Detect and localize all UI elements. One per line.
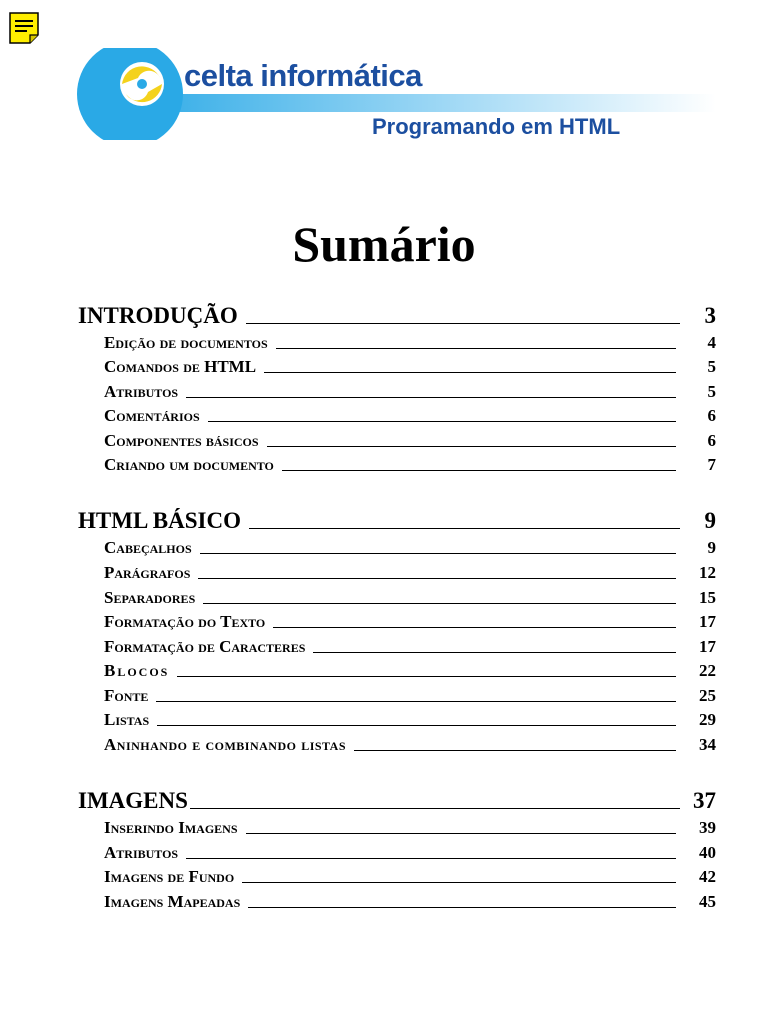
toc-page-number: 5: [707, 382, 716, 401]
dot-leader: [208, 421, 676, 422]
toc-page-number: 6: [707, 406, 716, 425]
toc-entry[interactable]: [104, 612, 716, 632]
toc-entry-label: Parágrafos: [104, 563, 191, 582]
toc-page-number: 7: [707, 455, 716, 474]
dot-leader: [354, 750, 676, 751]
dot-leader: [264, 372, 676, 373]
toc-page-number: 12: [699, 563, 716, 582]
dot-leader: [276, 348, 676, 349]
toc-page-number: 3: [704, 303, 716, 328]
toc-entry-label: Formatação do Texto: [104, 612, 266, 631]
toc-entry[interactable]: [104, 710, 716, 730]
toc-entry-label: Inserindo Imagens: [104, 818, 238, 837]
dot-leader: [242, 882, 676, 883]
dot-leader: [273, 627, 676, 628]
toc-page-number: 5: [707, 357, 716, 376]
toc-page-number: 45: [699, 892, 716, 911]
toc-entry-label: Atributos: [104, 382, 179, 401]
toc-entry[interactable]: [104, 843, 716, 863]
toc-entry[interactable]: [104, 563, 716, 583]
toc-entry[interactable]: [104, 661, 716, 681]
dot-leader: [267, 446, 676, 447]
toc-entry[interactable]: [104, 686, 716, 706]
note-icon[interactable]: [9, 12, 39, 44]
toc-entry-label: Aninhando e combinando listas: [104, 735, 346, 754]
toc-page-number: 4: [707, 333, 716, 352]
toc-entry[interactable]: [104, 538, 716, 558]
toc-entry-label: Separadores: [104, 588, 196, 607]
toc-entry[interactable]: [104, 357, 716, 377]
toc-page-number: 9: [707, 538, 716, 557]
toc-section-label: IMAGENS: [78, 788, 188, 813]
dot-leader: [246, 323, 680, 324]
toc-section[interactable]: [78, 303, 716, 329]
dot-leader: [190, 808, 680, 809]
toc-page-number: 39: [699, 818, 716, 837]
toc-page-number: 22: [699, 661, 716, 680]
brand-name: celta informática: [184, 58, 422, 93]
dot-leader: [198, 578, 676, 579]
toc-entry[interactable]: [104, 892, 716, 912]
toc-page-number: 17: [699, 637, 716, 656]
dot-leader: [157, 725, 676, 726]
toc-entry[interactable]: [104, 382, 716, 402]
toc-page-number: 15: [699, 588, 716, 607]
dot-leader: [186, 397, 676, 398]
page-title: Sumário: [292, 216, 476, 272]
toc-page-number: 42: [699, 867, 716, 886]
toc-entry-label: Imagens Mapeadas: [104, 892, 241, 911]
dot-leader: [313, 652, 676, 653]
toc-section[interactable]: [78, 788, 716, 814]
toc-page-number: 37: [693, 788, 716, 813]
dot-leader: [282, 470, 676, 471]
toc-entry[interactable]: [104, 867, 716, 887]
toc-page-number: 34: [699, 735, 716, 754]
toc-entry-label: Cabeçalhos: [104, 538, 192, 557]
dot-leader: [203, 603, 676, 604]
toc-entry[interactable]: [104, 735, 716, 755]
dot-leader: [200, 553, 676, 554]
toc-page-number: 40: [699, 843, 716, 862]
toc-section-label: INTRODUÇÃO: [78, 303, 238, 328]
toc-page-number: 6: [707, 431, 716, 450]
toc-entry-label: Criando um documento: [104, 455, 274, 474]
header-banner: [76, 48, 716, 140]
toc-entry[interactable]: [104, 588, 716, 608]
toc-entry-label: Comandos de HTML: [104, 357, 257, 376]
dot-leader: [246, 833, 677, 834]
toc-entry[interactable]: [104, 637, 716, 657]
toc-entry-label: Fonte: [104, 686, 149, 705]
toc-section[interactable]: [78, 508, 716, 534]
toc-entry-label: Atributos: [104, 843, 179, 862]
toc-entry[interactable]: [104, 818, 716, 838]
toc-entry-label: Componentes básicos: [104, 431, 259, 450]
toc-entry-label: Listas: [104, 710, 150, 729]
toc-entry-label: Comentários: [104, 406, 200, 425]
dot-leader: [177, 676, 676, 677]
dot-leader: [186, 858, 676, 859]
toc-page-number: 25: [699, 686, 716, 705]
toc-page-number: 29: [699, 710, 716, 729]
toc-entry[interactable]: [104, 431, 716, 451]
toc-page-number: 17: [699, 612, 716, 631]
brand-subtitle: Programando em HTML: [372, 114, 621, 139]
toc-page-number: 9: [704, 508, 716, 533]
toc-entry[interactable]: [104, 406, 716, 426]
toc-entry-label: Blocos: [104, 661, 170, 680]
celta-logo-icon: [77, 48, 183, 140]
dot-leader: [156, 701, 676, 702]
toc-entry[interactable]: [104, 455, 716, 475]
toc-section-label: HTML BÁSICO: [78, 508, 241, 533]
toc-entry-label: Formatação de Caracteres: [104, 637, 306, 656]
toc-entry-label: Imagens de Fundo: [104, 867, 235, 886]
toc-entry-label: Edição de documentos: [104, 333, 268, 352]
dot-leader: [248, 907, 676, 908]
toc-entry[interactable]: [104, 333, 716, 353]
dot-leader: [249, 528, 680, 529]
